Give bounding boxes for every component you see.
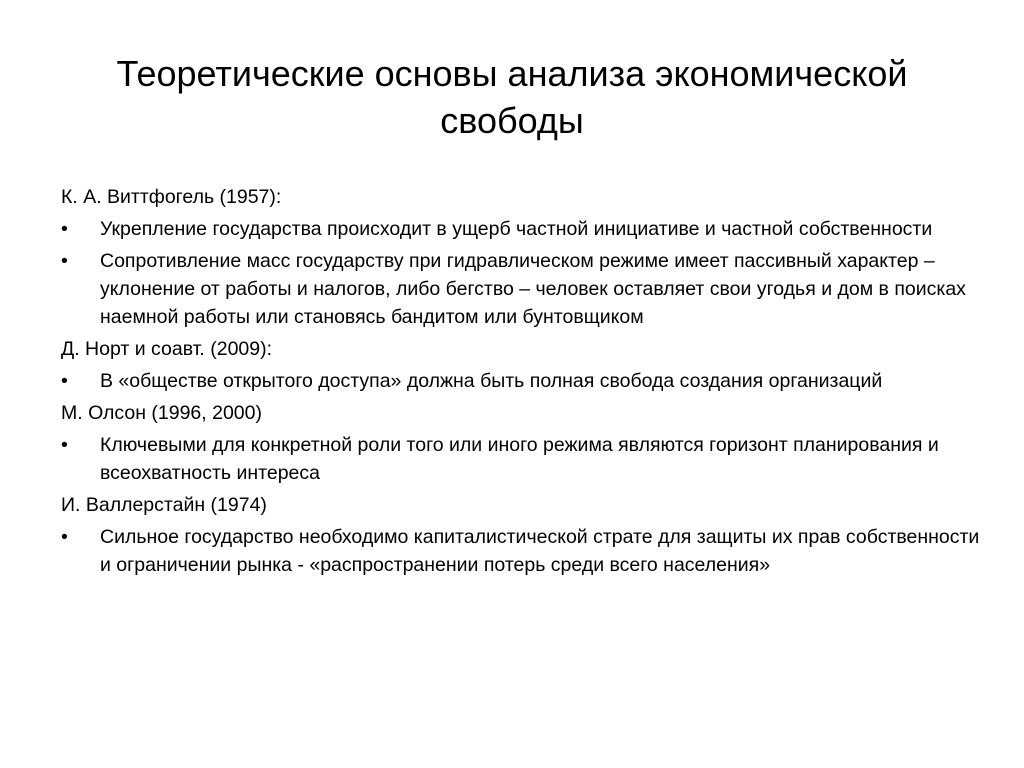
author-heading: М. Олсон (1996, 2000) <box>61 402 262 424</box>
bullet-icon: • <box>61 526 68 548</box>
bullet-text: Ключевыми для конкретной роли того или иного режима являются горизонт планирования и всеохватность интереса <box>100 434 939 484</box>
slide-title: Теоретические основы анализа экономической свободы <box>116 53 908 141</box>
bullet-item <box>61 523 981 579</box>
bullet-item <box>61 247 981 331</box>
author-heading: К. А. Виттфогель (1957): <box>61 186 282 208</box>
bullet-item <box>61 215 981 243</box>
bullet-item <box>61 367 981 395</box>
bullet-text: Сильное государство необходимо капиталистической страте для защиты их прав собственности и ограничении рынка - «распространении потерь среди всего населения» <box>100 526 980 576</box>
slide-content <box>61 183 981 583</box>
bullet-icon: • <box>61 218 68 240</box>
bullet-item <box>61 431 981 487</box>
bullet-text: Сопротивление масс государству при гидравлическом режиме имеет пассивный характер – уклонение от работы и налогов, либо бегство – человек оставляет свои угодья и дом в поисках наемной работы или становясь бандитом или бунтовщиком <box>100 250 966 328</box>
bullet-text: В «обществе открытого доступа» должна быть полная свобода создания организаций <box>100 370 883 392</box>
bullet-icon: • <box>61 250 68 272</box>
author-heading: Д. Норт и соавт. (2009): <box>61 338 273 360</box>
bullet-text: Укрепление государства происходит в ущерб частной инициативе и частной собственности <box>100 218 933 240</box>
bullet-icon: • <box>61 434 68 456</box>
author-heading: И. Валлерстайн (1974) <box>61 494 267 516</box>
bullet-icon: • <box>61 370 68 392</box>
